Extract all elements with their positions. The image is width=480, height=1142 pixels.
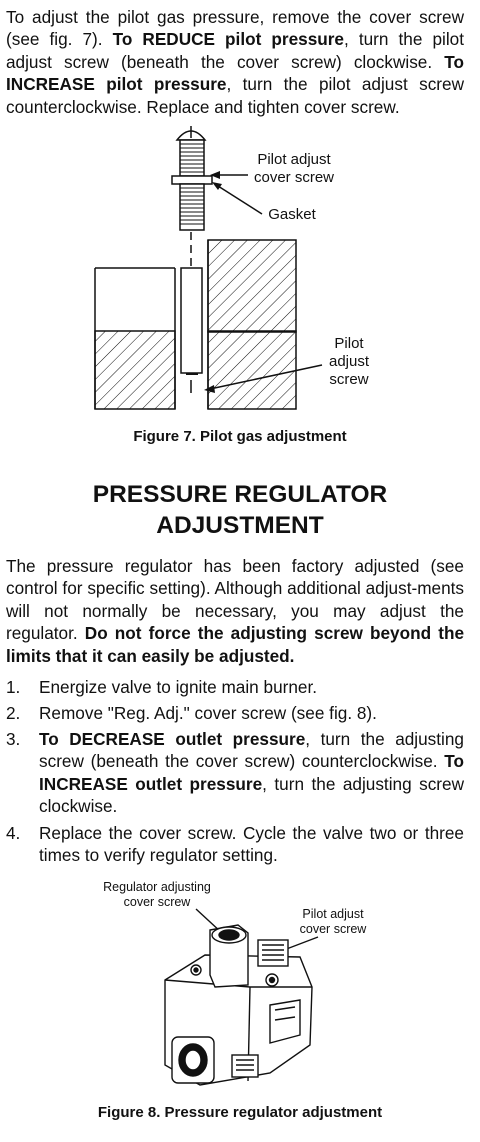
step-2-number: 2.: [6, 703, 21, 723]
intro-paragraph: [6, 6, 464, 118]
label-pilot-text: Pilot adjust cover screw: [299, 907, 367, 936]
step-2: [6, 702, 464, 724]
step-1: [6, 676, 464, 698]
label-screw-text: Pilot adjust screw: [328, 335, 370, 388]
step-3-text: [39, 728, 464, 818]
label-pilot-adjust-cover-screw: [246, 151, 342, 187]
figure7-illustration: [0, 118, 480, 418]
pilot-adjust-housing: [258, 940, 288, 966]
step-4: [6, 822, 464, 867]
step-3-text-1: , turn the adjusting screw (beneath the cover screw) counterclockwise.: [39, 729, 464, 772]
intro-text-2: , turn the pilot adjust screw (beneath the cover screw) clockwise.: [6, 29, 465, 72]
step-3-number: 3.: [6, 729, 21, 749]
intro-text-1: To adjust the pilot gas pressure, remove the cover screw (see fig. 7).: [6, 7, 464, 50]
section-heading: [0, 479, 480, 541]
heading-line-2: ADJUSTMENT: [156, 512, 324, 539]
step-3-bold-decrease: To DECREASE outlet pressure: [39, 729, 306, 749]
label-cover-text: Pilot adjust cover screw: [253, 151, 335, 186]
label-pilot-adjust-screw: [322, 335, 376, 389]
pilot-adjust-cover-screw: [172, 126, 212, 268]
heading-line-1: PRESSURE REGULATOR: [92, 481, 388, 508]
regulator-warning: Do not force the adjusting screw beyond the limits that it can easily be adjusted.: [6, 623, 465, 666]
step-3-text-2: , turn the adjusting screw clockwise.: [39, 773, 464, 817]
figure8-caption: Figure 8. Pressure regulator adjustment: [97, 1104, 383, 1121]
step-4-number: 4.: [6, 823, 21, 843]
label-reg-text: Regulator adjusting cover screw: [103, 880, 211, 909]
intro-bold-reduce: To REDUCE pilot pressure: [112, 29, 344, 50]
intro-bold-increase: To INCREASE pilot pressure: [6, 51, 464, 95]
step-1-text: Energize valve to ignite main burner.: [39, 677, 318, 697]
intro-text-3: , turn the pilot adjust screw counterclockwise. Replace and tighten cover screw.: [6, 74, 465, 117]
pilot-adjust-screw: [181, 268, 202, 393]
figure7-caption: Figure 7. Pilot gas adjustment: [133, 428, 347, 445]
step-1-number: 1.: [6, 677, 21, 697]
label-gasket-text: Gasket: [268, 206, 316, 223]
figure8-valve-illustration: [0, 895, 480, 1095]
regulator-paragraph: [6, 555, 464, 667]
label-gasket: [262, 206, 322, 224]
regulator-text: The pressure regulator has been factory adjusted (see control for specific setting). Although additional adjust-ments will not normally be necessary, you may adjust the regulator.: [6, 556, 464, 644]
step-3: [6, 728, 464, 818]
step-3-bold-increase: To INCREASE outlet pressure: [39, 751, 464, 794]
step-4-text: Replace the cover screw. Cycle the valve two or three times to verify regulator setting.: [39, 823, 464, 866]
step-2-text: Remove "Reg. Adj." cover screw (see fig. 8).: [39, 703, 377, 723]
